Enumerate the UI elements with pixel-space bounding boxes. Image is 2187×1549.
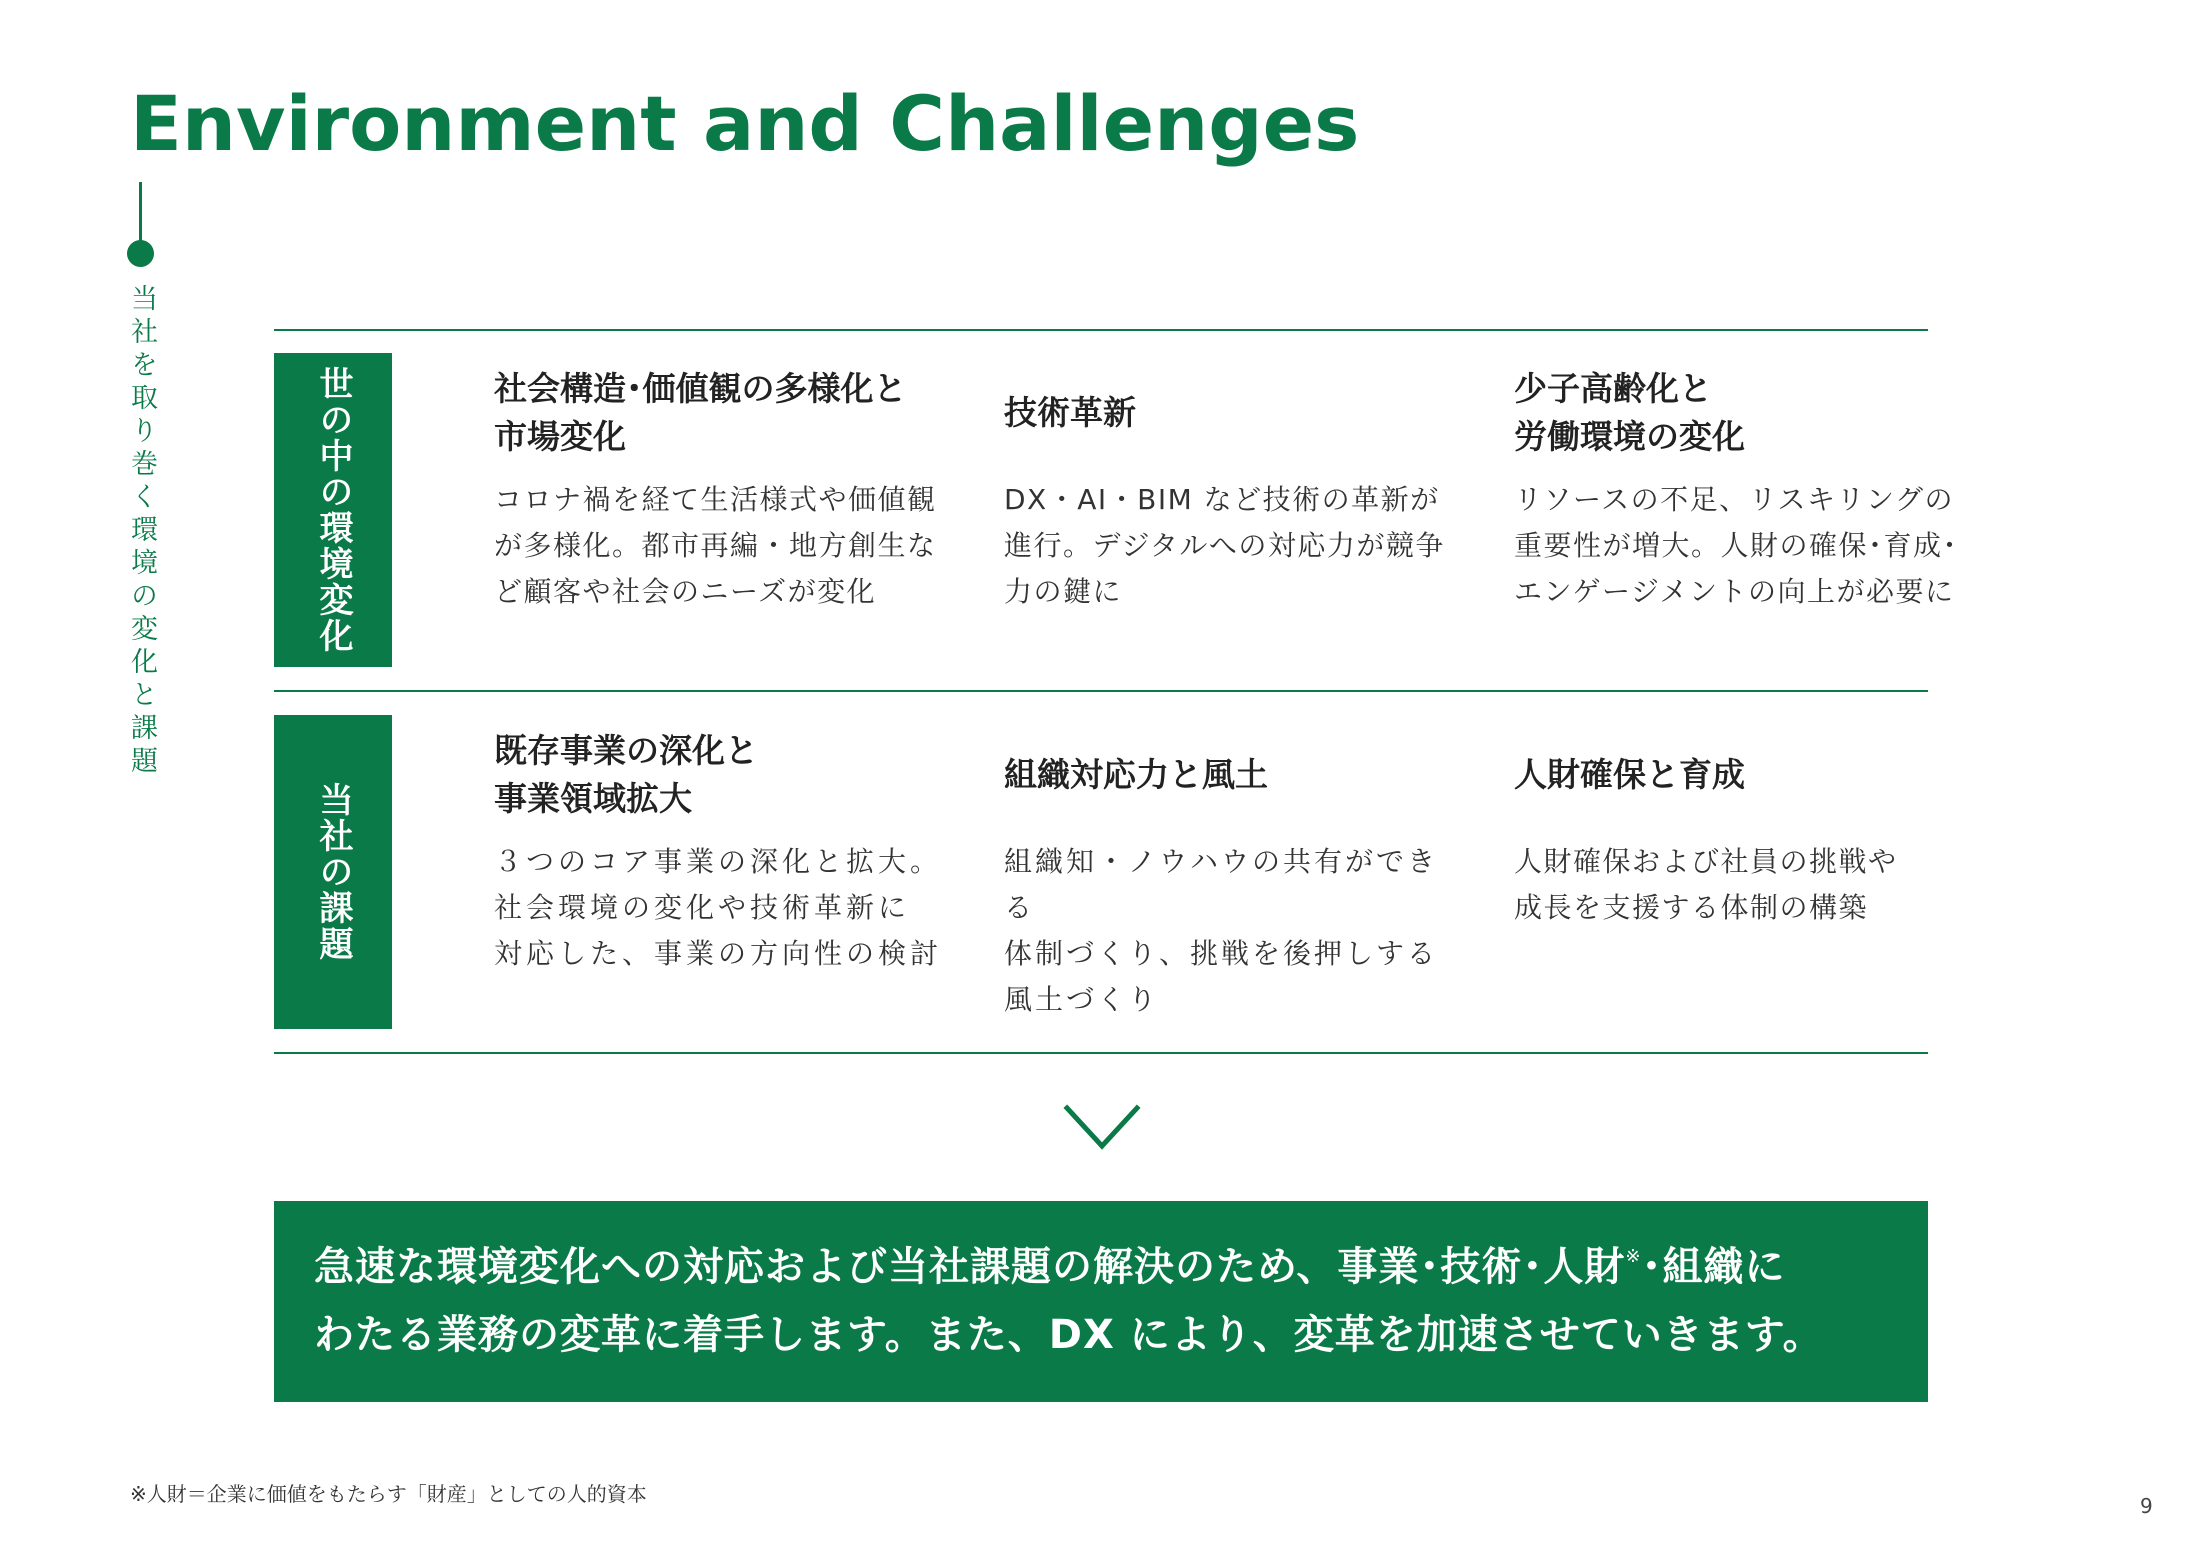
body-line: 人財確保および社員の挑戦や (1514, 845, 1898, 878)
heading-line: 人財確保と育成 (1514, 755, 1745, 794)
heading-line: 既存事業の深化と (494, 731, 758, 770)
cell-body (1004, 839, 1464, 1023)
cell-body (1004, 477, 1464, 615)
banner-line-1 (314, 1233, 1908, 1301)
banner-text: ･組織に (1641, 1244, 1786, 1290)
body-line: ど顧客や社会のニーズが変化 (494, 575, 877, 608)
table-bottom-rule (274, 1052, 1928, 1054)
body-line: コロナ禍を経て生活様式や価値観 (494, 483, 937, 516)
footnote: ※人財＝企業に価値をもたらす「財産」としての人的資本 (130, 1482, 647, 1506)
cell-heading (1004, 727, 1464, 823)
heading-line: 社会構造･価値観の多様化と (494, 369, 907, 408)
side-marker-dot (127, 240, 154, 267)
body-line: ３つのコア事業の深化と拡大。 (494, 845, 943, 878)
cell-body (494, 839, 954, 977)
cell-body (1514, 477, 1974, 615)
table-top-rule (274, 329, 1928, 331)
heading-line: 技術革新 (1004, 393, 1136, 432)
row-label-environment (274, 353, 392, 667)
body-line: 重要性が増大。人財の確保･育成･ (1514, 529, 1959, 562)
cell-heading (494, 727, 954, 823)
heading-line: 組織対応力と風土 (1004, 755, 1268, 794)
table-middle-rule (274, 690, 1928, 692)
body-line: DX・AI・BIM など技術の革新が (1004, 483, 1440, 516)
heading-line: 少子高齢化と (1514, 369, 1712, 408)
page-number: 9 (2140, 1494, 2153, 1518)
cell-heading (1514, 365, 1974, 461)
cell-heading (1004, 365, 1464, 461)
cell-social-structure (494, 365, 954, 615)
body-line: リソースの不足、リスキリングの (1514, 483, 1954, 516)
row-label-text: 世の中の環境変化 (313, 366, 353, 654)
cell-aging-society (1514, 365, 1974, 615)
cell-body (494, 477, 954, 615)
banner-line-2: わたる業務の変革に着手します。また、DX により、変革を加速させていきます。 (314, 1312, 1824, 1358)
footnote-mark: ※ (1625, 1246, 1642, 1267)
row-label-text: 当社の課題 (313, 782, 353, 962)
body-line: 進行。デジタルへの対応力が競争 (1004, 529, 1445, 562)
body-line: 体制づくり、挑戦を後押しする (1004, 937, 1439, 970)
body-line: エンゲージメントの向上が必要に (1514, 575, 1955, 608)
side-section-label: 当社を取り巻く環境の変化と課題 (126, 284, 157, 779)
banner-text: 急速な環境変化への対応および当社課題の解決のため、事業･技術･人財 (314, 1244, 1626, 1290)
body-line: 社会環境の変化や技術革新に (494, 891, 911, 924)
cell-talent (1514, 727, 1974, 931)
body-line: 力の鍵に (1004, 575, 1123, 608)
heading-line: 事業領域拡大 (494, 779, 692, 818)
body-line: が多様化。都市再編・地方創生な (494, 529, 937, 562)
cell-technology (1004, 365, 1464, 615)
body-line: 組織知・ノウハウの共有ができる (1004, 845, 1439, 924)
conclusion-banner (274, 1201, 1928, 1402)
row-label-challenges (274, 715, 392, 1029)
chevron-down-icon (1063, 1104, 1141, 1152)
cell-body (1514, 839, 1974, 931)
cell-core-business (494, 727, 954, 977)
body-line: 対応した、事業の方向性の検討 (494, 937, 943, 970)
cell-heading (494, 365, 954, 461)
body-line: 成長を支援する体制の構築 (1514, 891, 1869, 924)
cell-heading (1514, 727, 1974, 823)
heading-line: 市場変化 (494, 417, 626, 456)
heading-line: 労働環境の変化 (1514, 417, 1745, 456)
page-title: Environment and Challenges (130, 79, 1360, 168)
body-line: 風土づくり (1004, 983, 1160, 1016)
cell-organization (1004, 727, 1464, 1023)
